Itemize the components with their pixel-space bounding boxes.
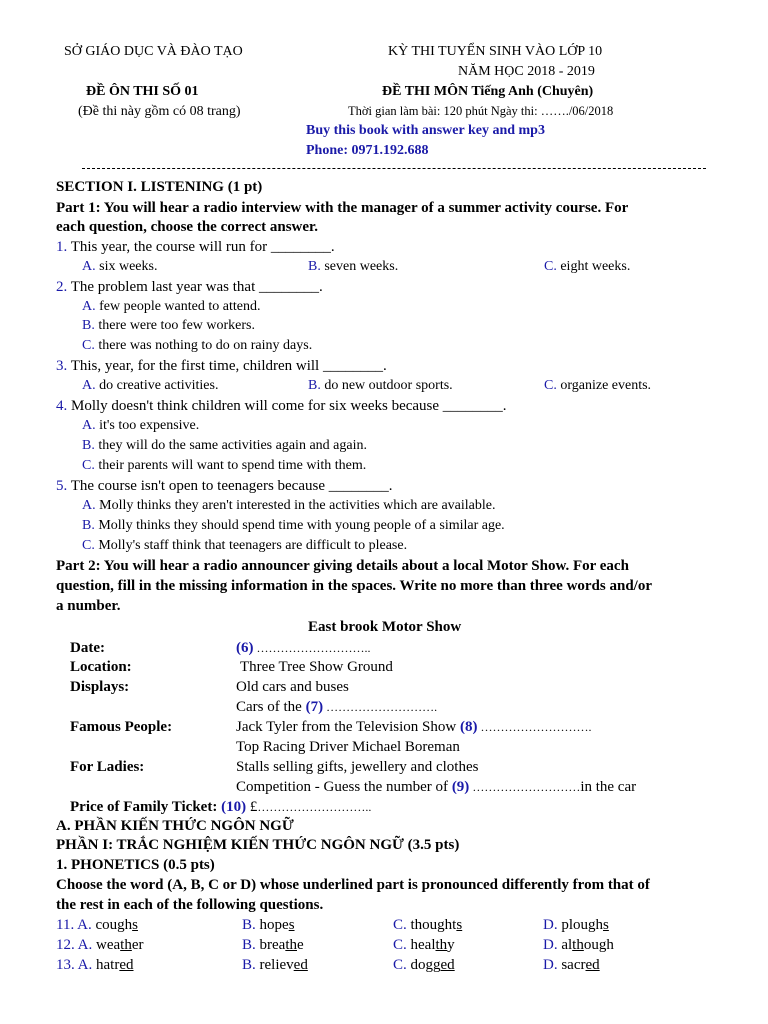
question-5: 5. The course isn't open to teenagers because ________.: [56, 478, 393, 494]
famous-people-value-2: Top Racing Driver Michael Boreman: [236, 739, 460, 755]
question-3: 3. This, year, for the first time, children will ________.: [56, 358, 387, 374]
q2-option-a[interactable]: A. few people wanted to attend.: [82, 299, 261, 314]
q11-option-b[interactable]: B. hopes: [242, 917, 295, 933]
displays-label: Displays:: [70, 679, 130, 695]
phonetics-instruction-cont: the rest in each of the following questions.: [56, 897, 324, 913]
dept-name: SỞ GIÁO DỤC VÀ ĐÀO TẠO: [64, 44, 243, 59]
school-year: NĂM HỌC 2018 - 2019: [458, 64, 595, 79]
q4-option-c[interactable]: C. their parents will want to spend time with them.: [82, 458, 367, 473]
part1-instruction-cont: each question, choose the correct answer.: [56, 219, 319, 235]
q13-option-a[interactable]: 13. A. hatred: [56, 957, 134, 973]
q3-option-a[interactable]: A. do creative activities.: [82, 378, 219, 393]
q11-option-d[interactable]: D. ploughs: [543, 917, 609, 933]
for-ladies-blank[interactable]: Competition - Guess the number of (9) ………………………in the car: [236, 779, 637, 795]
q13-option-b[interactable]: B. relieved: [242, 957, 308, 973]
exam-title: KỲ THI TUYỂN SINH VÀO LỚP 10: [388, 44, 603, 59]
phonetics-heading: 1. PHONETICS (0.5 pts): [56, 857, 215, 873]
q3-option-b[interactable]: B. do new outdoor sports.: [308, 378, 453, 393]
location-label: Location:: [70, 659, 132, 675]
promo-text: Buy this book with answer key and mp3: [306, 123, 545, 138]
q4-option-b[interactable]: B. they will do the same activities again and again.: [82, 438, 367, 453]
q4-option-a[interactable]: A. it's too expensive.: [82, 418, 200, 433]
section-heading: SECTION I. LISTENING (1 pt): [56, 179, 263, 195]
q2-option-c[interactable]: C. there was nothing to do on rainy days.: [82, 338, 313, 353]
exam-number: ĐỀ ÔN THI SỐ 01: [86, 84, 199, 99]
q3-option-c[interactable]: C. organize events.: [544, 378, 652, 393]
q1-option-b[interactable]: B. seven weeks.: [308, 259, 399, 274]
part2-instruction-end: a number.: [56, 598, 121, 614]
q12-option-d[interactable]: D. although: [543, 937, 614, 953]
exam-time: Thời gian làm bài: 120 phút Ngày thi: ……./06/2018: [348, 104, 614, 118]
displays-value-1: Old cars and buses: [236, 679, 349, 695]
q11-option-c[interactable]: C. thoughts: [393, 917, 463, 933]
q12-option-a[interactable]: 12. A. weather: [56, 937, 144, 953]
header-divider: [82, 168, 706, 169]
part-a-heading: A. PHẦN KIẾN THỨC NGÔN NGỮ: [56, 818, 294, 834]
date-blank[interactable]: (6) ………………………..: [236, 640, 371, 656]
part2-instruction-cont: question, fill in the missing information in the spaces. Write no more than three words and/or: [56, 578, 653, 594]
question-1: 1. This year, the course will run for ________.: [56, 239, 335, 255]
q1-option-a[interactable]: A. six weeks.: [82, 259, 158, 274]
famous-people-blank[interactable]: Jack Tyler from the Television Show (8) ……………………….: [236, 719, 592, 735]
page-count-note: (Đề thi này gồm có 08 trang): [78, 104, 241, 119]
family-ticket-blank[interactable]: Price of Family Ticket: (10) £………………………..: [70, 799, 372, 815]
q1-option-c[interactable]: C. eight weeks.: [544, 259, 631, 274]
q12-option-b[interactable]: B. breathe: [242, 937, 304, 953]
part1-instruction: Part 1: You will hear a radio interview with the manager of a summer activity course. For: [56, 200, 629, 216]
displays-blank[interactable]: Cars of the (7) ……………………….: [236, 699, 438, 715]
location-value: Three Tree Show Ground: [240, 659, 393, 675]
phone-text: Phone: 0971.192.688: [306, 143, 429, 158]
part-i-heading: PHẦN I: TRẮC NGHIỆM KIẾN THỨC NGÔN NGỮ (3.5 pts): [56, 837, 460, 853]
q2-option-b[interactable]: B. there were too few workers.: [82, 318, 255, 333]
q13-option-d[interactable]: D. sacred: [543, 957, 600, 973]
part2-instruction: Part 2: You will hear a radio announcer giving details about a local Motor Show. For each: [56, 558, 629, 574]
phonetics-instruction: Choose the word (A, B, C or D) whose underlined part is pronounced differently from that of: [56, 877, 650, 893]
motor-show-title: East brook Motor Show: [308, 619, 462, 635]
question-2: 2. The problem last year was that ________.: [56, 279, 323, 295]
q5-option-b[interactable]: B. Molly thinks they should spend time with young people of a similar age.: [82, 518, 505, 533]
question-4: 4. Molly doesn't think children will come for six weeks because ________.: [56, 398, 507, 414]
for-ladies-label: For Ladies:: [70, 759, 145, 775]
for-ladies-value-1: Stalls selling gifts, jewellery and clothes: [236, 759, 479, 775]
date-label: Date:: [70, 640, 105, 656]
famous-people-label: Famous People:: [70, 719, 173, 735]
q12-option-c[interactable]: C. healthy: [393, 937, 455, 953]
q5-option-c[interactable]: C. Molly's staff think that teenagers are difficult to please.: [82, 538, 408, 553]
q5-option-a[interactable]: A. Molly thinks they aren't interested in the activities which are available.: [82, 498, 496, 513]
q11-option-a[interactable]: 11. A. coughs: [56, 917, 138, 933]
q13-option-c[interactable]: C. dogged: [393, 957, 455, 973]
subject-title: ĐỀ THI MÔN Tiếng Anh (Chuyên): [382, 84, 594, 99]
